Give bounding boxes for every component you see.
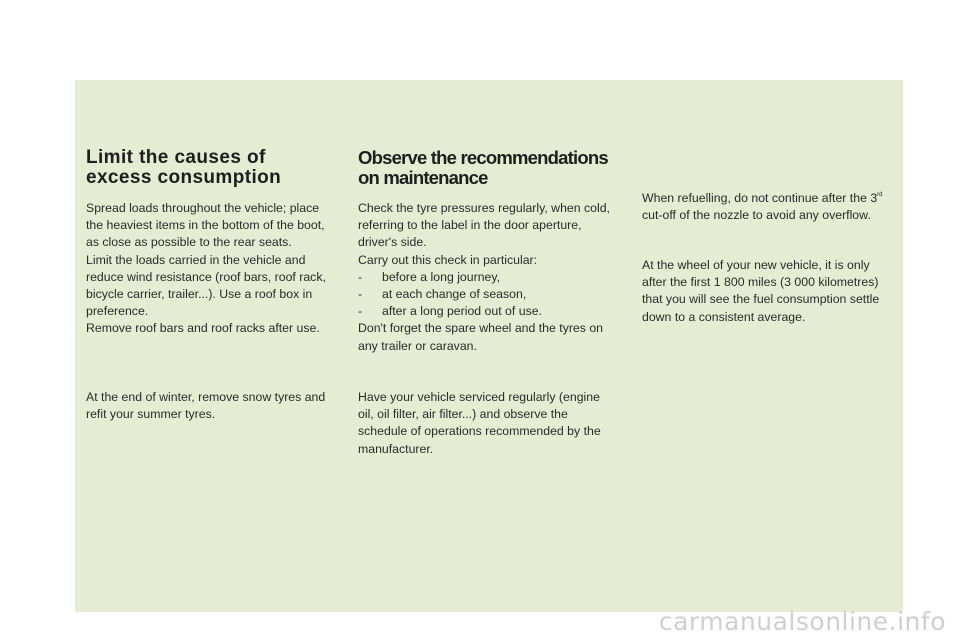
refuel-text-before: When refuelling, do not continue after the 3	[642, 191, 878, 205]
list-item: - after a long period out of use.	[358, 303, 610, 320]
column-maintenance	[358, 148, 610, 355]
refuel-text-after: cut-off of the nozzle to avoid any overflow.	[642, 208, 871, 223]
heading-maintenance: Observe the recommendations on maintenance	[358, 147, 608, 188]
check-list	[358, 269, 610, 321]
paragraph-refuelling	[642, 190, 897, 224]
paragraph-spare-wheel: Don't forget the spare wheel and the tyres on any trailer or caravan.	[358, 321, 604, 353]
paragraph-check-lead: Carry out this check in particular:	[358, 252, 538, 267]
column-refuelling	[642, 190, 897, 224]
watermark-text: carmanualsonline.info	[658, 607, 946, 636]
paragraph-servicing: Have your vehicle serviced regularly (engine oil, oil filter, air filter...) and observe the schedule of operations recommended by the manufacturer.	[358, 390, 601, 456]
paragraph-winter-tyres: At the end of winter, remove snow tyres and refit your summer tyres.	[86, 390, 326, 422]
paragraph-tyre-pressures: Check the tyre pressures regularly, when cold, referring to the label in the door aperture, driver's side.	[358, 201, 610, 250]
paragraph-remove-roof-bars: Remove roof bars and roof racks after use.	[86, 321, 320, 336]
paragraph-new-vehicle: At the wheel of your new vehicle, it is only after the first 1 800 miles (3 000 kilometres) that you will see the fuel consumption settle down to a consistent average.	[642, 258, 880, 324]
paragraph-spread-loads: Spread loads throughout the vehicle; place the heaviest items in the bottom of the boot, as close as possible to the rear seats.	[86, 201, 325, 250]
list-item: - before a long journey,	[358, 269, 610, 286]
heading-excess-consumption: Limit the causes of excess consumption	[86, 147, 282, 188]
paragraph-limit-loads: Limit the loads carried in the vehicle and reduce wind resistance (roof bars, roof rack, bicycle carrier, trailer...). Use a roof box in preference.	[86, 252, 326, 319]
column-excess-consumption	[86, 148, 336, 338]
list-item: - at each change of season,	[358, 286, 610, 303]
ordinal-suffix: rd	[877, 192, 883, 198]
